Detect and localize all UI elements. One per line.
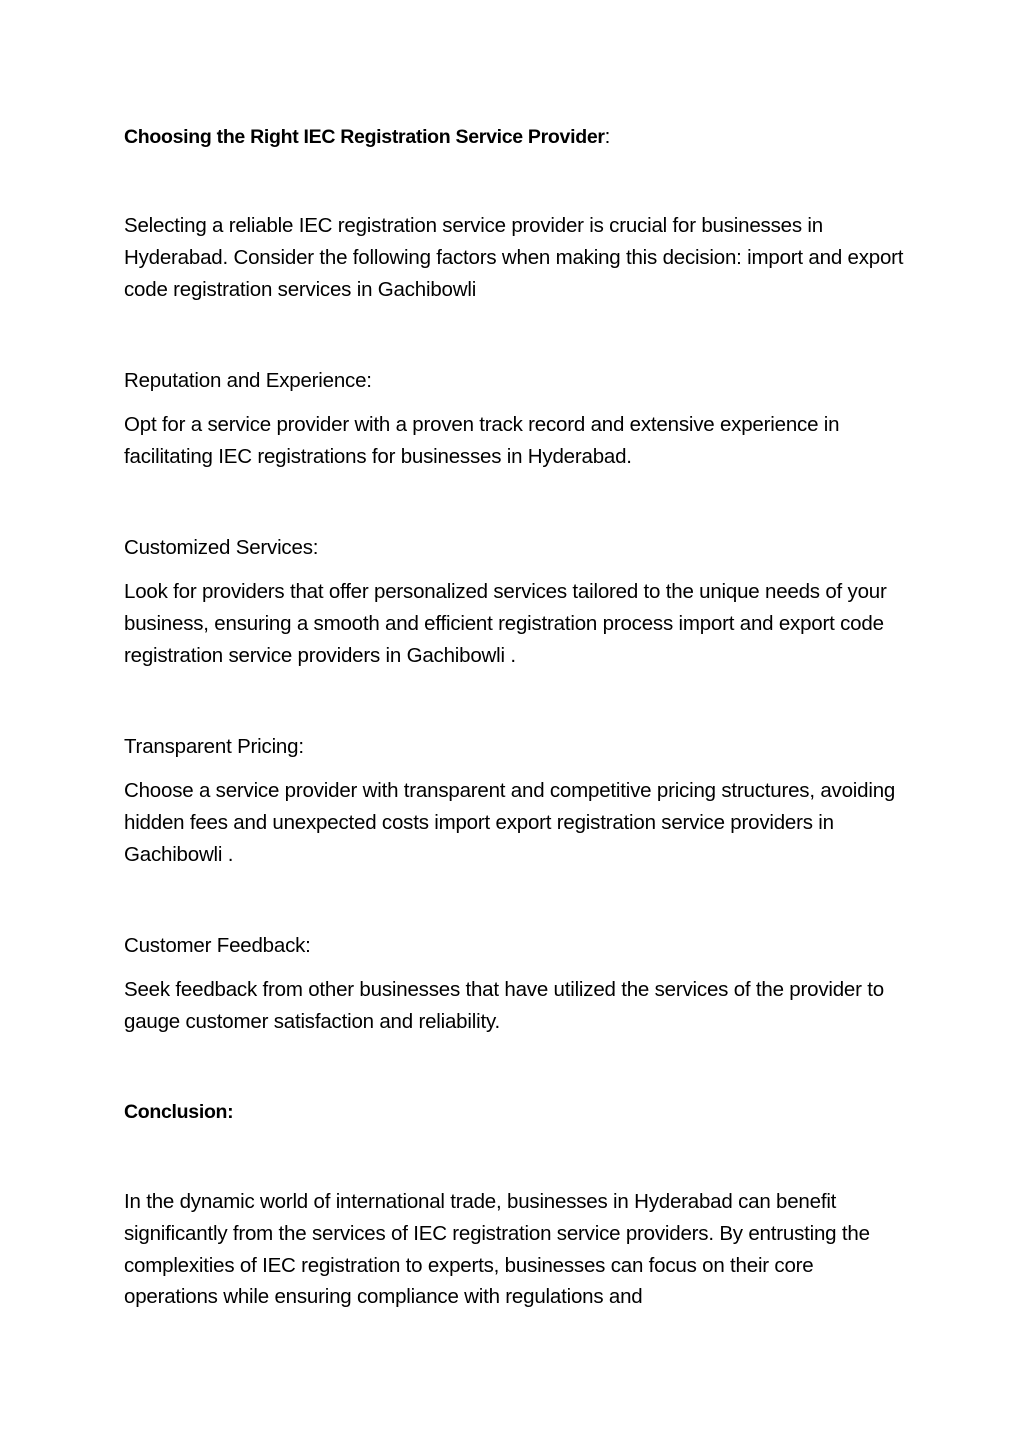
section-body-customized: Look for providers that offer personalized services tailored to the unique needs of your business, ensuring a smooth and efficient registration process import and export code registration service providers in Gachibowli .	[124, 580, 887, 667]
section-heading-feedback: Customer Feedback:	[124, 934, 311, 957]
section-body-pricing: Choose a service provider with transparent and competitive pricing structures, avoiding hidden fees and unexpected costs import export registration service providers in Gachibowli .	[124, 779, 896, 866]
conclusion-heading: Conclusion:	[124, 1101, 234, 1123]
document-title	[124, 121, 904, 154]
title-text: Choosing the Right IEC Registration Service Provider	[124, 126, 605, 148]
conclusion-paragraph: In the dynamic world of international trade, businesses in Hyderabad can benefit significantly from the services of IEC registration service providers. By entrusting the complexities of IEC registration to experts, businesses can focus on their core operations while ensuring compliance with regulations and	[124, 1190, 870, 1309]
section-heading-pricing: Transparent Pricing:	[124, 735, 304, 758]
section-heading-customized: Customized Services:	[124, 536, 319, 559]
section-body-feedback: Seek feedback from other businesses that have utilized the services of the provider to gauge customer satisfaction and reliability.	[124, 978, 884, 1033]
section-heading-reputation: Reputation and Experience:	[124, 369, 372, 392]
title-suffix: :	[604, 125, 611, 148]
intro-paragraph: Selecting a reliable IEC registration service provider is crucial for businesses in Hyderabad. Consider the following factors when making this decision: import and export code registration services in Gachibowli	[124, 214, 904, 301]
section-body-reputation: Opt for a service provider with a proven track record and extensive experience in facilitating IEC registrations for businesses in Hyderabad.	[124, 413, 840, 468]
